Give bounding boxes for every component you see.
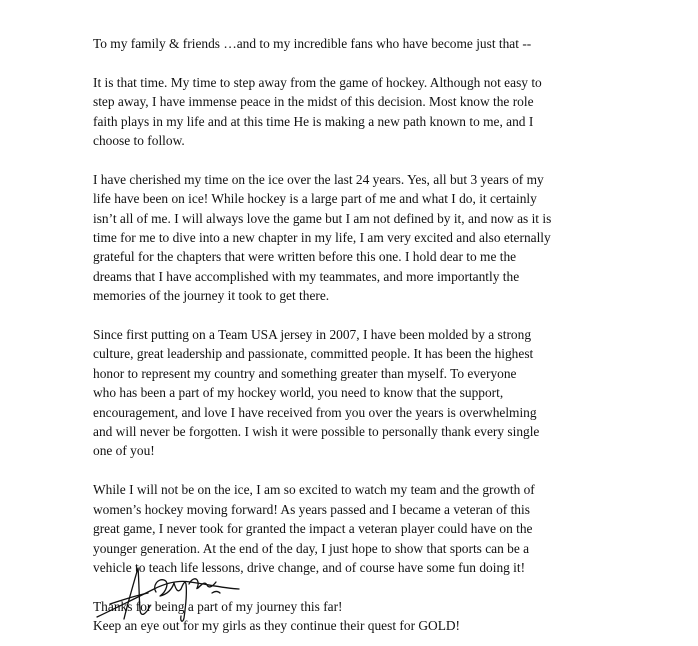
paragraph-line: While I will not be on the ice, I am so excited to watch my team and the growth of (93, 482, 535, 498)
paragraph-retirement (93, 73, 693, 151)
paragraph-line: vehicle to teach life lessons, drive change, and of course have some fun doing it! (93, 559, 526, 575)
paragraph-team-usa (93, 325, 693, 461)
salutation (93, 34, 693, 53)
paragraph-line: life have been on ice! While hockey is a large part of me and what I do, it certainly (93, 191, 537, 207)
paragraph-line: and will never be forgotten. I wish it were possible to personally thank every single (93, 424, 540, 440)
handwritten-signature (94, 562, 244, 626)
signature-stroke (189, 579, 216, 589)
paragraph-line: time for me to dive into a new chapter in my life, I am very excited and also eternally (93, 230, 551, 246)
paragraph-line: step away, I have immense peace in the midst of this decision. Most know the role (93, 94, 534, 110)
signature-stroke (97, 581, 239, 617)
letter-body (93, 34, 693, 636)
paragraph-time-on-ice (93, 170, 693, 306)
paragraph-line: choose to follow. (93, 133, 185, 149)
paragraph-line: younger generation. At the end of the day, I just hope to show that sports can be a (93, 540, 530, 556)
paragraph-line: faith plays in my life and at this time He is making a new path known to me, and I (93, 113, 534, 129)
signature-stroke (110, 593, 148, 604)
paragraph-line: great game, I never took for granted the impact a veteran player could have on the (93, 521, 533, 537)
paragraph-line: women’s hockey moving forward! As years passed and I became a veteran of this (93, 501, 530, 517)
paragraph-line: who has been a part of my hockey world, you need to know that the support, (93, 385, 504, 401)
salutation-line: To my family & friends …and to my incredible fans who have become just that -- (93, 36, 532, 51)
paragraph-line: Since first putting on a Team USA jersey in 2007, I have been molded by a strong (93, 327, 532, 343)
signature-stroke (174, 582, 186, 621)
paragraph-line: dreams that I have accomplished with my teammates, and more importantly the (93, 268, 520, 284)
paragraph-line: isn’t all of me. I will always love the game but I am not defined by it, and now as it is (93, 210, 552, 226)
paragraph-line: culture, great leadership and passionate, committed people. It has been the highest (93, 346, 534, 362)
paragraph-line: I have cherished my time on the ice over the last 24 years. Yes, all but 3 years of my (93, 171, 544, 187)
closing-line: Thanks for being a part of my journey this far! (93, 598, 343, 614)
signature-stroke (212, 592, 220, 594)
paragraph-line: one of you! (93, 443, 155, 459)
closing-line: Keep an eye out for my girls as they continue their quest for GOLD! (93, 618, 461, 634)
paragraph-line: memories of the journey it took to get there. (93, 288, 330, 304)
paragraph-line: honor to represent my country and something greater than myself. To everyone (93, 365, 517, 381)
paragraph-line: It is that time. My time to step away from the game of hockey. Although not easy to (93, 74, 542, 90)
paragraph-line: encouragement, and love I have received from you over the years is overwhelming (93, 404, 537, 420)
paragraph-line: grateful for the chapters that were written before this one. I hold dear to me the (93, 249, 517, 265)
